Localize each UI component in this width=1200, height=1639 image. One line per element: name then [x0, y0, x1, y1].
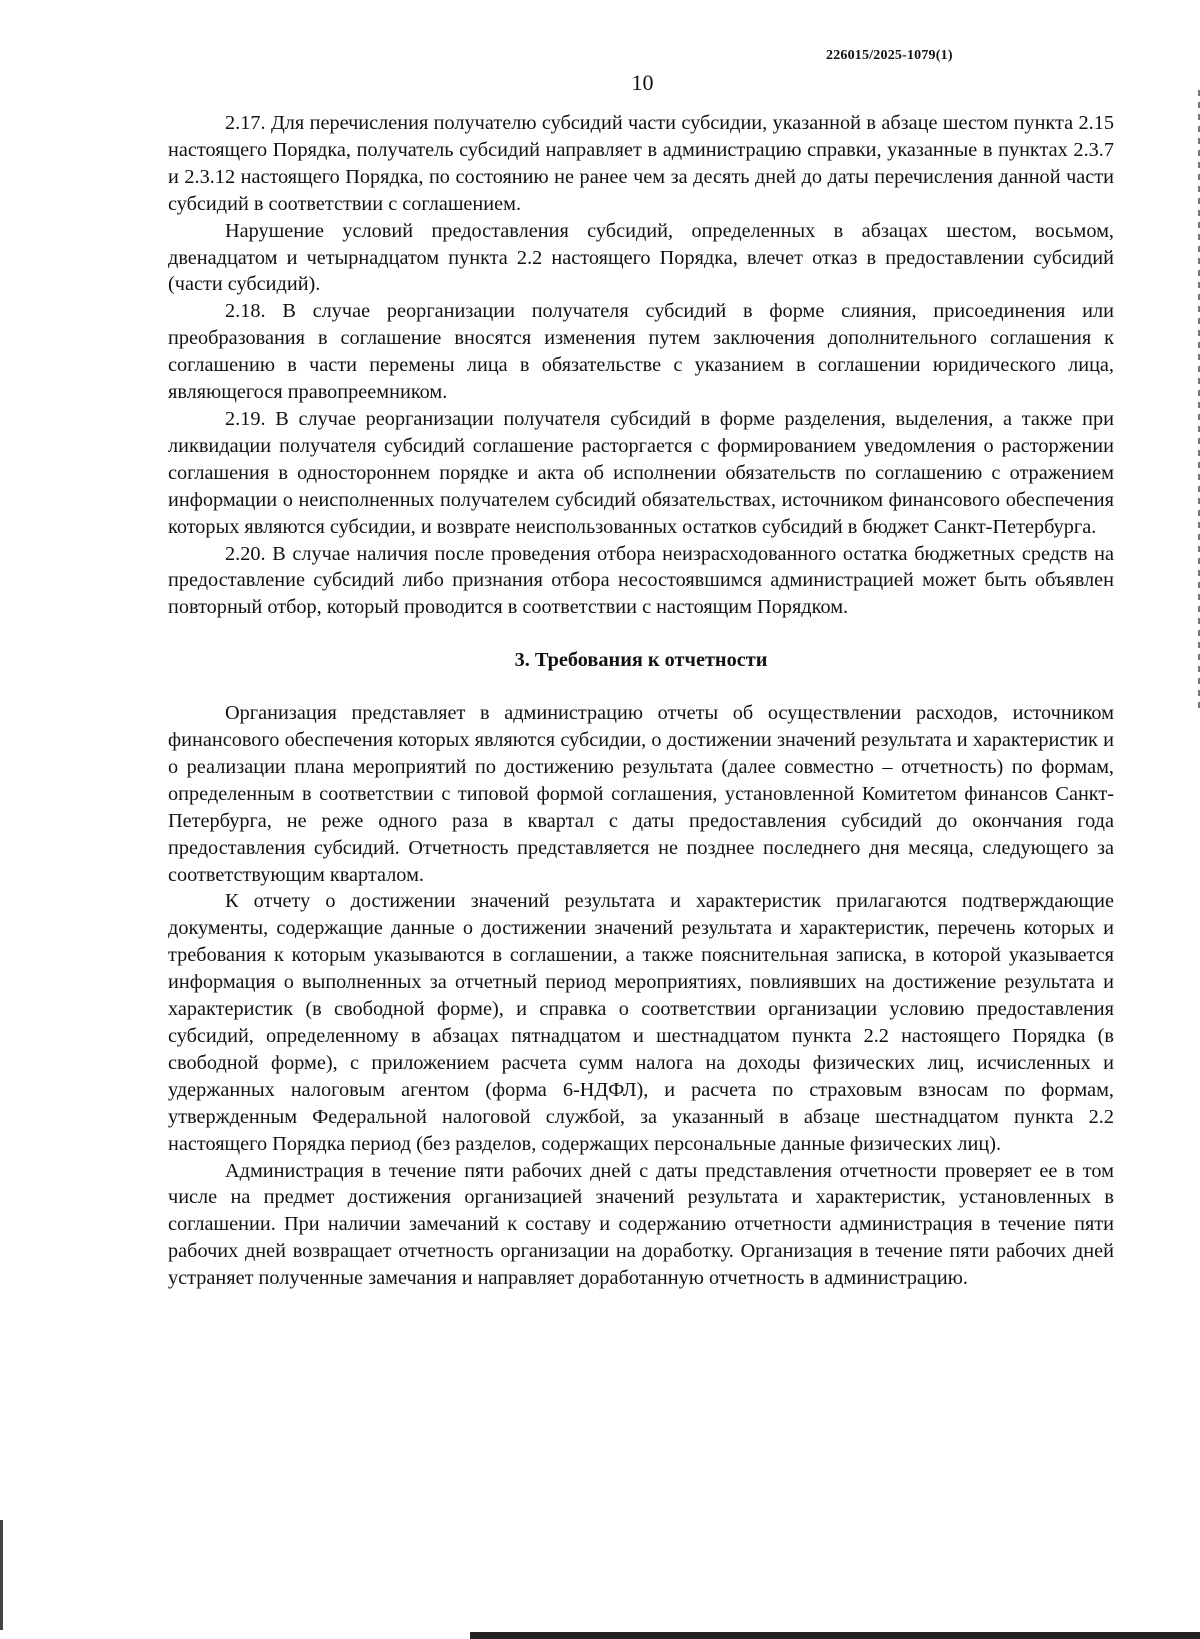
paragraph-2-17: 2.17. Для перечисления получателю субсидий части субсидии, указанной в абзаце шестом пункта 2.15 настоящего Порядка, получатель субсидий направляет в администрацию справки, указанные в пунктах 2.3.7 и 2.3.12 настоящего Порядка, по состоянию не ранее чем за десять дней до даты перечисления данной части субсидий в соответствии с соглашением. — [168, 112, 1114, 215]
paragraph-2-20: 2.20. В случае наличия после проведения отбора неизрасходованного остатка бюджетных средств на предоставление субсидий либо признания отбора несостоявшимся администрацией может быть объявлен повторный отбор, который проводится в соответствии с настоящим Порядком. — [168, 542, 1114, 619]
paragraph-report-review: Администрация в течение пяти рабочих дней с даты представления отчетности проверяет ее в том числе на предмет достижения организацией значений результата и характеристик, установленных в соглашении. При наличии замечаний к составу и содержанию отчетности администрация в течение пяти рабочих дней возвращает отчетность организации на доработку. Организация в течение пяти рабочих дней устраняет полученные замечания и направляет доработанную отчетность в администрацию. — [168, 1159, 1114, 1290]
paragraph-2-19: 2.19. В случае реорганизации получателя субсидий в форме разделения, выделения, а также при ликвидации получателя субсидий соглашение расторгается с формированием уведомления о расторжении соглашения в одностороннем порядке и акта об исполнении обязательств по соглашению с отражением информации о неисполненных получателем субсидий обязательствах, источником финансового обеспечения которых являются субсидии, и возврате неиспользованных остатков субсидий в бюджет Санкт-Петербурга. — [168, 407, 1114, 538]
paragraph-2-18: 2.18. В случае реорганизации получателя субсидий в форме слияния, присоединения или преобразования в соглашение вносятся изменения путем заключения дополнительного соглашения к соглашению в части перемены лица в обязательстве с указанием в соглашении юридического лица, являющегося правопреемником. — [168, 300, 1114, 404]
document-registration-number: 226015/2025-1079(1) — [826, 48, 953, 63]
scan-edge-bottom — [470, 1632, 1200, 1639]
section-heading: 3. Требования к отчетности — [514, 649, 768, 672]
page-number: 10 — [631, 70, 654, 95]
document-body — [168, 110, 1114, 1292]
paragraph-report-attachments: К отчету о достижении значений результата и характеристик прилагаются подтверждающие документы, содержащие данные о достижении значений результата и характеристик, перечень которых и требования к которым указываются в соглашении, а также пояснительная записка, в которой указывается информация о выполненных за отчетный период мероприятиях, повлиявших на достижение результата и характеристик (в свободной форме), и справка о соответствии организации условию предоставления субсидий, определенному в абзацах пятнадцатом и шестнадцатом пункта 2.2 настоящего Порядка (в свободной форме), с приложением расчета сумм налога на доходы физических лиц, исчисленных и удержанных налоговым агентом (форма 6-НДФЛ), и расчета по страховым взносам по формам, утвержденным Федеральной налоговой службой, за указанный в абзаце шестнадцатом пункта 2.2 настоящего Порядка период (без разделов, содержащих персональные данные физических лиц). — [168, 890, 1114, 1155]
scan-edge-left — [0, 1520, 3, 1630]
paragraph-reporting: Организация представляет в администрацию отчеты об осуществлении расходов, источником финансового обеспечения которых являются субсидии, о достижении значений результата и характеристик и о реализации плана мероприятий по достижению результата (далее совместно – отчетность) по формам, определенным в соответствии с типовой формой соглашения, установленной Комитетом финансов Санкт-Петербурга, не реже одного раза в квартал с даты предоставления субсидий до окончания года предоставления субсидий. Отчетность представляется не позднее последнего дня месяца, следующего за соответствующим кварталом. — [168, 702, 1114, 886]
paragraph-2-17-violation: Нарушение условий предоставления субсидий, определенных в абзацах шестом, восьмом, двенадцатом и четырнадцатом пункта 2.2 настоящего Порядка, влечет отказ в предоставлении субсидий (части субсидий). — [168, 219, 1114, 296]
